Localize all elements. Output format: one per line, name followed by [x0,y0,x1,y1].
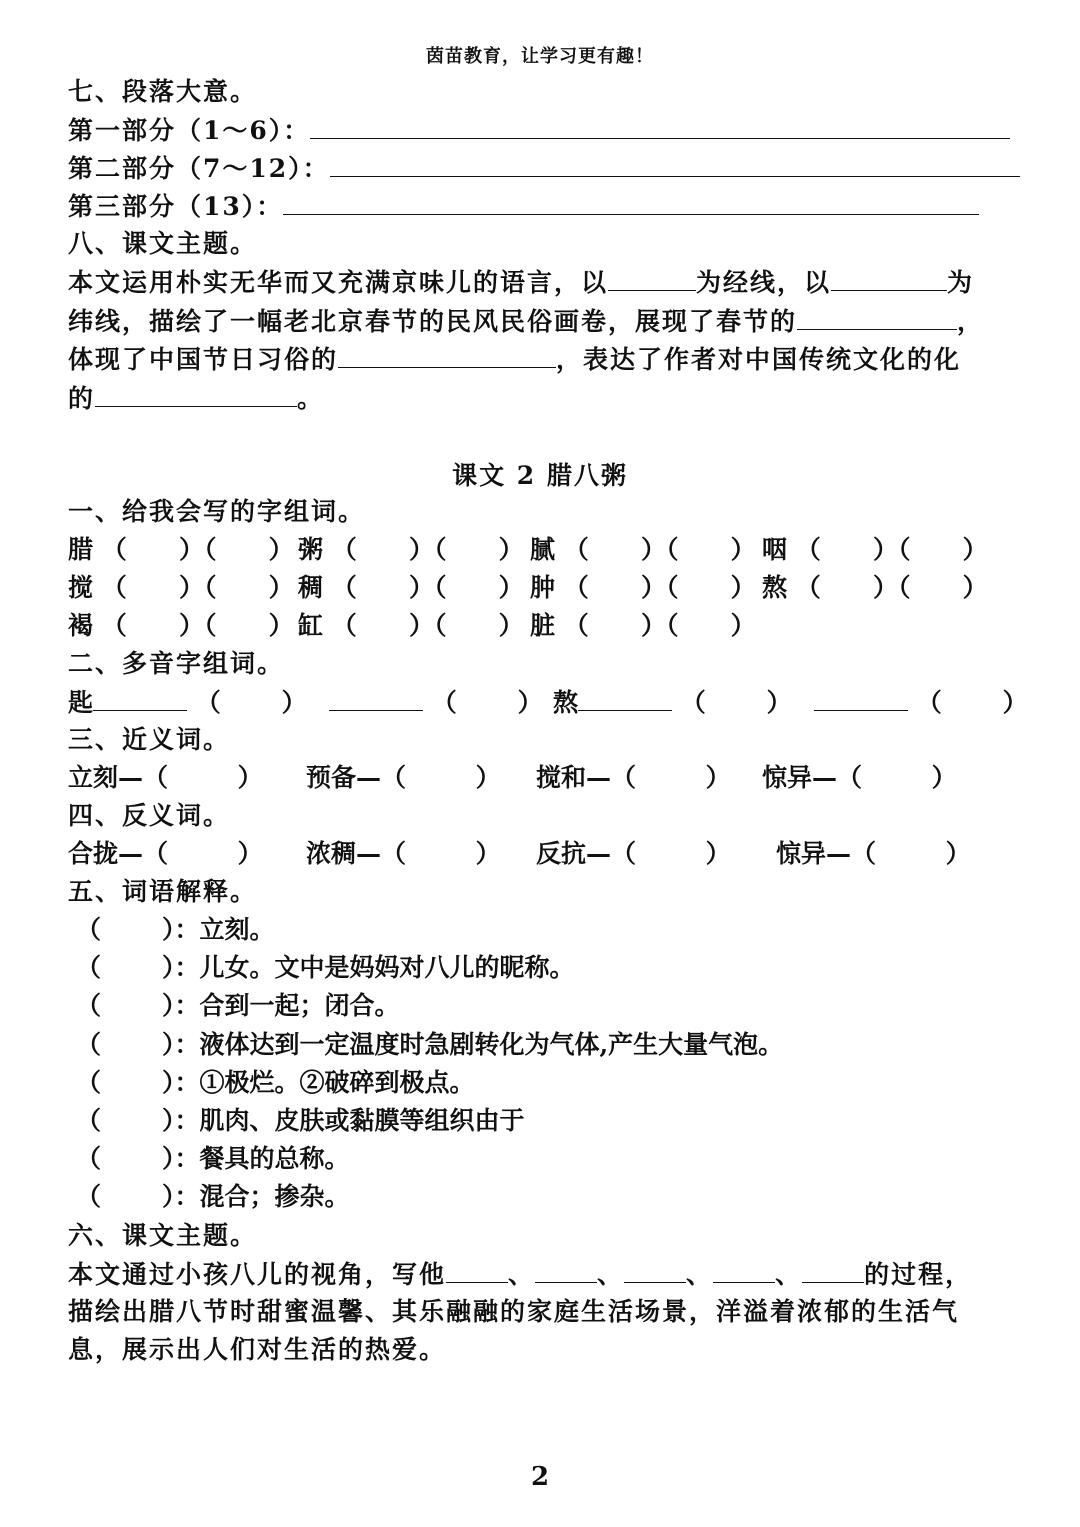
write-char: 腊 [68,535,94,564]
polyphone-char: 熬 [553,688,579,717]
part-3-blank[interactable] [283,190,979,215]
theme-blank-5[interactable] [95,382,297,407]
write-char: 稠 [298,573,324,602]
q6-blank[interactable] [535,1258,597,1283]
word-label: 惊异—（ [762,763,863,792]
paren-pair[interactable]: （ ）（ ） [323,573,524,602]
answer-paren[interactable]: （ [76,915,162,944]
polyphone-blank[interactable] [578,686,672,711]
paren-pair[interactable]: （ ）（ ） [93,611,294,640]
q6-sep: 、 [686,1260,714,1289]
definition-text: ）：肌肉、皮肤或黏膜等组织由于 [161,1106,525,1135]
theme-text: 。 [297,384,325,413]
theme-text: 为经线，以 [696,268,832,297]
part-2-blank[interactable] [330,152,1020,177]
q6-line-1 [68,1258,972,1291]
word-label: 预备—（ [306,763,407,792]
q4-item [536,838,731,870]
q6-line-3: 息，展示出人们对生活的热爱。 [68,1335,447,1364]
char-item [298,610,524,642]
write-char: 缸 [298,611,324,640]
part-1-row [68,114,1010,147]
answer-paren[interactable]: （ [76,1144,162,1174]
q3-title: 三、近义词。 [68,725,231,754]
theme-text: 的 [68,384,96,413]
write-char: 熬 [762,573,788,602]
theme-blank-3[interactable] [797,305,957,330]
write-char: 脏 [530,611,556,640]
write-char: 搅 [68,573,94,602]
q6-blank[interactable] [802,1258,864,1283]
q6-text: 本文通过小孩八儿的视角，写他 [68,1260,447,1289]
theme-line-4 [68,382,324,415]
theme-text: 本文运用朴实无华而又充满京味儿的语言，以 [68,268,609,297]
part-2-label: 第二部分（7～12）： [68,154,330,183]
q2-row [68,686,1028,719]
char-item [68,572,294,604]
theme-text: 为 [947,268,975,297]
theme-text: 纬线，描绘了一幅老北京春节的民风民俗画卷，展现了春节的 [68,307,798,336]
answer-paren[interactable]: ） [636,763,731,792]
q4-title: 四、反义词。 [68,801,231,830]
paren-pair[interactable]: （ ）（ ） [93,535,294,564]
definition-item [76,1181,349,1213]
answer-paren[interactable]: （ [76,1182,162,1212]
q6-text: 的过程， [864,1260,973,1289]
q4-item [306,838,501,870]
theme-line-1 [68,266,974,299]
q6-sep: 、 [508,1260,536,1289]
word-label: 反抗—（ [536,839,637,868]
paren-pair[interactable]: （ ）（ ） [323,535,524,564]
polyphone-blank[interactable] [93,686,187,711]
q6-sep: 、 [597,1260,625,1289]
paren-pair[interactable]: （ ）（ ） [787,573,988,602]
definition-item [76,1143,349,1175]
answer-paren[interactable]: （ [76,953,162,983]
definition-text: ）：合到一起；闭合。 [161,991,400,1021]
definition-text: ）：餐具的总称。 [161,1144,350,1174]
q4-item [68,838,263,870]
definition-item [76,1067,474,1099]
answer-paren[interactable]: （ [76,991,162,1021]
word-label: 搅和—（ [536,763,637,792]
polyphone-blank[interactable] [329,686,423,711]
definition-text: ）：儿女。文中是妈妈对八儿的昵称。 [161,953,575,983]
q6-sep: 、 [775,1260,803,1289]
paren-blank[interactable]: （ ） [672,688,792,717]
part-1-label: 第一部分（1～6）： [68,116,311,145]
paren-pair[interactable]: （ ）（ ） [555,535,756,564]
part-2-row [68,152,1020,185]
answer-paren[interactable]: ） [876,839,971,868]
part-3-label: 第三部分（13）： [68,192,284,221]
paren-blank[interactable]: （ ） [423,688,543,717]
paren-pair[interactable]: （ ）（ ） [323,611,524,640]
theme-text: 体现了中国节日习俗的 [68,345,339,374]
write-char: 腻 [530,535,556,564]
part-3-row [68,190,979,223]
part-1-blank[interactable] [310,114,1010,139]
word-label: 惊异—（ [776,839,877,868]
q2-title: 二、多音字组词。 [68,649,285,678]
q3-item [306,762,501,794]
page-number: 2 [530,1462,550,1492]
q5-title: 五、词语解释。 [68,877,258,906]
theme-line-2 [68,305,984,338]
word-label: 浓稠—（ [306,839,407,868]
definition-item [76,952,574,984]
q4-item [776,838,971,870]
word-label: 立刻—（ [68,763,169,792]
paren-blank[interactable]: （ ） [908,688,1028,717]
definition-item [76,1105,524,1137]
q6-title: 六、课文主题。 [68,1221,258,1250]
theme-line-3 [68,343,961,376]
q6-blank[interactable] [624,1258,686,1283]
answer-paren[interactable]: （ [76,1106,162,1135]
theme-blank-2[interactable] [831,266,947,291]
answer-paren[interactable]: ） [406,839,501,868]
q3-item [68,762,263,794]
definition-text: ）：立刻。 [161,915,275,944]
polyphone-blank[interactable] [814,686,908,711]
char-item [298,572,524,604]
definition-item [76,990,399,1022]
answer-paren[interactable]: ） [168,839,263,868]
theme-blank-1[interactable] [608,266,696,291]
section-8-title: 八、课文主题。 [68,229,258,258]
answer-paren[interactable]: ） [406,763,501,792]
q6-blank[interactable] [446,1258,508,1283]
q3-item [536,762,731,794]
definition-item [76,914,274,946]
q6-blank[interactable] [713,1258,775,1283]
answer-paren[interactable]: ） [168,763,263,792]
page-header: 茵苗教育，让学习更有趣！ [426,46,654,67]
char-item [530,610,756,642]
char-item [762,534,988,566]
answer-paren[interactable]: （ [76,1029,162,1059]
paren-pair[interactable]: （ ）（ ） [93,573,294,602]
word-label: 合拢—（ [68,839,169,868]
paren-pair[interactable]: （ ）（ ） [555,573,756,602]
theme-text: ， [957,307,985,336]
definition-text: ）：液体达到一定温度时急剧转化为气体,产生大量气泡。 [161,1029,784,1059]
definition-text: ）：混合；掺杂。 [161,1182,350,1212]
write-char: 褐 [68,611,94,640]
char-item [530,534,756,566]
paren-pair[interactable]: （ ）（ ） [555,611,756,640]
write-char: 肿 [530,573,556,602]
char-item [68,534,294,566]
definition-item [76,1029,783,1061]
q6-line-2: 描绘出腊八节时甜蜜温馨、其乐融融的家庭生活场景，洋溢着浓郁的生活气 [68,1297,960,1326]
q3-item [762,762,957,794]
char-item [530,572,756,604]
paren-pair[interactable]: （ ）（ ） [787,535,988,564]
theme-text: ，表达了作者对中国传统文化的化 [556,345,962,374]
paren-blank[interactable]: （ ） [187,688,307,717]
write-char: 粥 [298,535,324,564]
polyphone-char: 匙 [68,688,94,717]
theme-blank-4[interactable] [338,343,556,368]
lesson-title: 课文 2 腊八粥 [452,461,628,490]
q1-title: 一、给我会写的字组词。 [68,497,366,526]
char-item [298,534,524,566]
definition-text: ）：①极烂。②破碎到极点。 [161,1067,475,1097]
answer-paren[interactable]: ） [862,763,957,792]
char-item [762,572,988,604]
answer-paren[interactable]: （ [76,1067,162,1097]
char-item [68,610,294,642]
section-7-title: 七、段落大意。 [68,77,258,106]
answer-paren[interactable]: ） [636,839,731,868]
write-char: 咽 [762,535,788,564]
